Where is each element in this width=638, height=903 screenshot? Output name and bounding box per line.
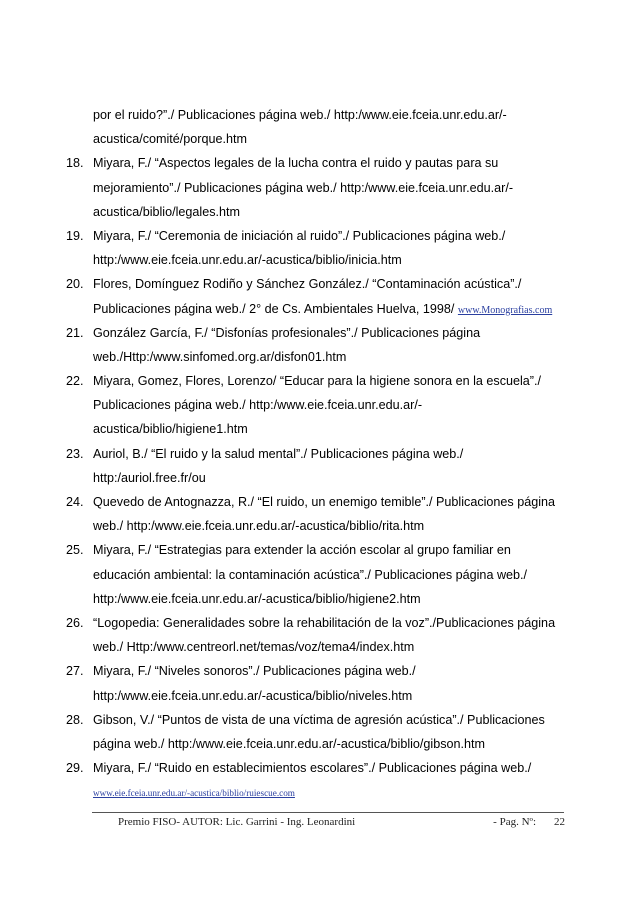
- reference-text: “Logopedia: Generalidades sobre la rehabilitación de la voz”./Publicaciones página: [93, 615, 556, 630]
- reference-number: 27.: [66, 664, 84, 679]
- reference-line: web./ http:/www.eie.fceia.unr.edu.ar/-acustica/biblio/rita.htm: [93, 519, 425, 534]
- reference-number: 20.: [66, 277, 84, 292]
- reference-item-25: [66, 538, 586, 562]
- reference-number: 21.: [66, 325, 84, 340]
- reference-text: Miyara, F./ “Niveles sonoros”./ Publicaciones página web./: [93, 664, 416, 679]
- reference-line: web./Http:/www.sinfomed.org.ar/disfon01.htm: [93, 349, 347, 364]
- reference-text: Miyara, F./ “Aspectos legales de la lucha contra el ruido y pautas para su: [93, 156, 499, 171]
- reference-item-27: [66, 659, 586, 683]
- page-label: - Pag. Nº:: [493, 816, 536, 828]
- reference-item-20: [66, 272, 586, 296]
- reference-number: 22.: [66, 374, 84, 389]
- reference-line: [66, 297, 586, 321]
- ruiescue-link[interactable]: www.eie.fceia.unr.edu.ar/-acustica/biblio/ruiescue.com: [93, 788, 295, 799]
- reference-item-21: [66, 321, 586, 345]
- reference-line: acustica/biblio/legales.htm: [93, 204, 241, 219]
- reference-text: Miyara, F./ “Estrategias para extender la acción escolar al grupo familiar en: [93, 543, 511, 558]
- reference-number: 19.: [66, 228, 84, 243]
- reference-number: 23.: [66, 446, 84, 461]
- reference-item-23: [66, 442, 586, 466]
- reference-line: http:/auriol.free.fr/ou: [93, 470, 206, 485]
- reference-item-24: [66, 490, 586, 514]
- reference-item-19: [66, 224, 586, 248]
- reference-item-22: [66, 369, 586, 393]
- reference-number: 29.: [66, 761, 84, 776]
- reference-text: Auriol, B./ “El ruido y la salud mental”./ Publicaciones página web./: [93, 446, 464, 461]
- footer-divider: [92, 812, 564, 813]
- reference-number: 24.: [66, 495, 84, 509]
- reference-text: Publicaciones página web./ 2° de Cs. Ambientales Huelva, 1998/: [93, 301, 458, 316]
- reference-number: 18.: [66, 156, 84, 171]
- reference-item-18: [66, 151, 586, 175]
- reference-item-29: [66, 756, 586, 780]
- reference-line: página web./ http:/www.eie.fceia.unr.edu.ar/-acustica/biblio/gibson.htm: [93, 736, 486, 751]
- reference-number: 25.: [66, 543, 84, 558]
- page-footer: [118, 816, 565, 828]
- footer-author: Premio FISO- AUTOR: Lic. Garrini - Ing. Leonardini: [118, 816, 356, 828]
- reference-line: acustica/biblio/higiene1.htm: [93, 422, 248, 437]
- reference-line: mejoramiento”./ Publicaciones página web./ http:/www.eie.fceia.unr.edu.ar/-: [93, 180, 514, 195]
- reference-text: Flores, Domínguez Rodiño y Sánchez González./ “Contaminación acústica”./: [93, 277, 522, 292]
- reference-number: 26.: [66, 615, 84, 630]
- reference-17-continuation-line-1: por el ruido?”./ Publicaciones página web./ http:/www.eie.fceia.unr.edu.ar/-: [93, 108, 507, 122]
- reference-text: Miyara, F./ “Ruido en establecimientos escolares”./ Publicaciones página web./: [93, 761, 532, 776]
- page-number: 22: [554, 816, 565, 828]
- reference-line: Publicaciones página web./ http:/www.eie.fceia.unr.edu.ar/-: [93, 398, 423, 413]
- reference-line: http:/www.eie.fceia.unr.edu.ar/-acustica/biblio/niveles.htm: [93, 688, 413, 703]
- reference-line: web./ Http:/www.centreorl.net/temas/voz/tema4/index.htm: [93, 640, 415, 655]
- reference-number: 28.: [66, 712, 84, 727]
- reference-text: Miyara, Gomez, Flores, Lorenzo/ “Educar para la higiene sonora en la escuela”./: [93, 374, 542, 389]
- reference-item-28: [66, 708, 586, 732]
- reference-text: Miyara, F./ “Ceremonia de iniciación al ruido”./ Publicaciones página web./: [93, 228, 506, 243]
- footer-page-info: [493, 816, 565, 828]
- reference-item-26: [66, 611, 586, 635]
- reference-17-continuation-line-2: acustica/comité/porque.htm: [93, 132, 247, 147]
- reference-line: http:/www.eie.fceia.unr.edu.ar/-acustica/biblio/higiene2.htm: [93, 591, 421, 606]
- reference-line: http:/www.eie.fceia.unr.edu.ar/-acustica/biblio/inicia.htm: [93, 253, 402, 268]
- monografias-link[interactable]: www.Monografias.com: [457, 304, 553, 316]
- reference-line: [66, 780, 586, 804]
- reference-list: [66, 103, 586, 804]
- reference-text: Quevedo de Antognazza, R./ “El ruido, un enemigo temible”./ Publicaciones página: [93, 495, 556, 509]
- reference-text: González García, F./ “Disfonías profesionales”./ Publicaciones página: [93, 325, 481, 340]
- reference-text: Gibson, V./ “Puntos de vista de una víctima de agresión acústica”./ Publicaciones: [93, 712, 545, 727]
- reference-line: educación ambiental: la contaminación acústica”./ Publicaciones página web./: [93, 567, 528, 582]
